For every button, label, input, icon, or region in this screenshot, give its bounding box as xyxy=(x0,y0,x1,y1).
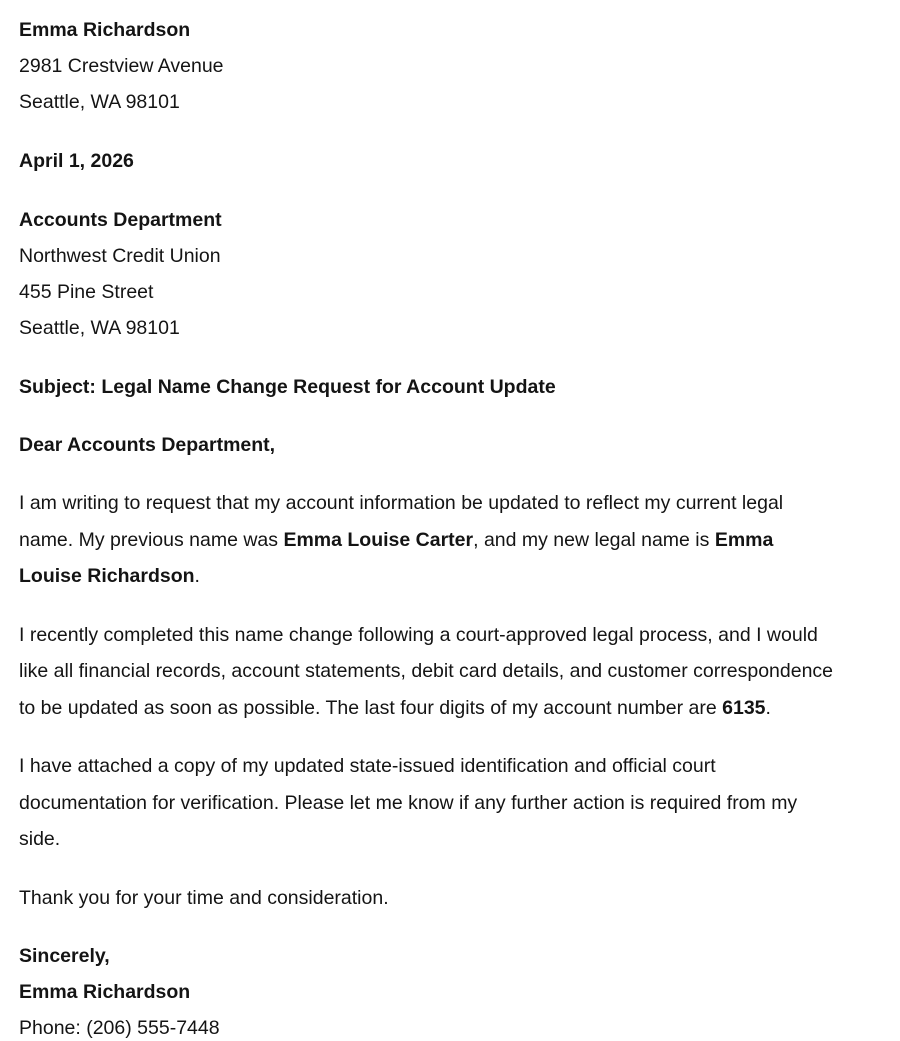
subject-line: Subject: Legal Name Change Request for Account Update xyxy=(19,376,556,398)
sender-address-block xyxy=(19,12,838,120)
paragraph-2-text-1: I recently completed this name change following a court-approved legal process, and I would like all financial records, account statements, debit card details, and customer correspondence to be updated as soon as possible. The last four digits of my account number are xyxy=(19,623,834,719)
contact-phone: Phone: (206) 555-7448 xyxy=(19,1017,220,1039)
recipient-city-state-zip: Seattle, WA 98101 xyxy=(19,317,180,339)
account-last-four-digits: 6135 xyxy=(722,696,766,719)
body-paragraph-2 xyxy=(19,617,838,727)
recipient-street: 455 Pine Street xyxy=(19,281,154,303)
letter-date: April 1, 2026 xyxy=(19,150,134,172)
valediction: Sincerely, xyxy=(19,945,110,967)
sender-street: 2981 Crestview Avenue xyxy=(19,55,224,77)
closing-block xyxy=(19,938,838,1041)
previous-legal-name: Emma Louise Carter xyxy=(283,528,474,551)
sender-city-state-zip: Seattle, WA 98101 xyxy=(19,91,180,113)
body-paragraph-1 xyxy=(19,485,838,595)
recipient-organization: Northwest Credit Union xyxy=(19,245,221,267)
salutation: Dear Accounts Department, xyxy=(19,434,276,456)
new-legal-name: Emma Louise Richardson xyxy=(19,528,774,587)
recipient-department: Accounts Department xyxy=(19,209,222,231)
body-paragraph-3: I have attached a copy of my updated state-issued identification and official court documentation for verification. Please let me know if any further action is required from my side. xyxy=(19,755,798,850)
paragraph-1-text-2: , and my new legal name is xyxy=(473,528,715,551)
paragraph-2-text-2: . xyxy=(765,696,771,719)
paragraph-1-text-1: I am writing to request that my account information be updated to reflect my current legal name. My previous name was xyxy=(19,492,784,551)
date-block xyxy=(19,143,838,179)
sender-name: Emma Richardson xyxy=(19,19,191,41)
signature-name: Emma Richardson xyxy=(19,981,191,1003)
body-paragraph-4: Thank you for your time and consideration. xyxy=(19,886,389,909)
paragraph-1-text-3: . xyxy=(194,565,200,587)
recipient-address-block xyxy=(19,202,838,346)
